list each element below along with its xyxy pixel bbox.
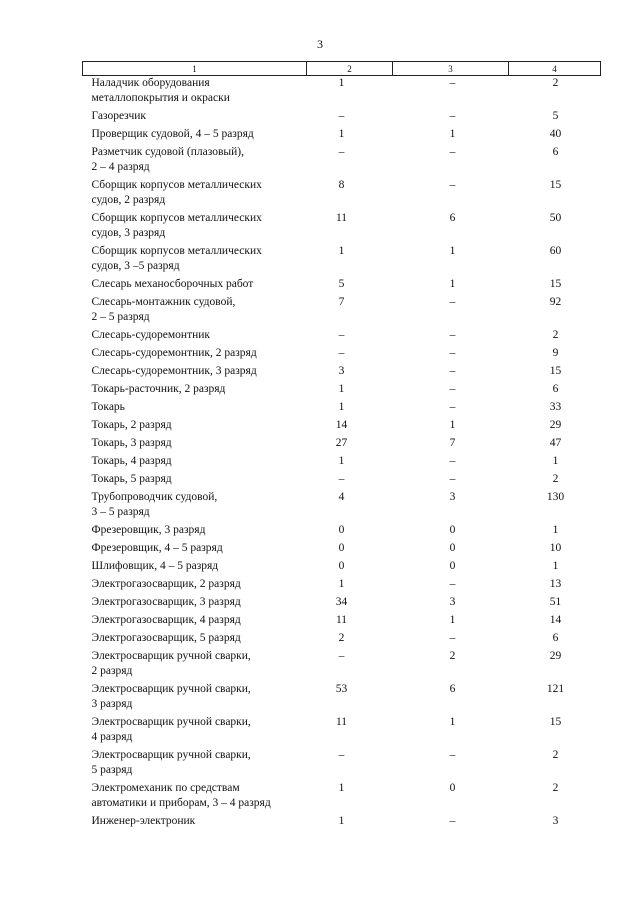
value-col-2: – bbox=[338, 473, 345, 485]
value-col-3: 1 bbox=[449, 716, 456, 728]
value-col-4: 130 bbox=[546, 491, 565, 503]
table-row bbox=[83, 472, 601, 490]
value-col-4: 2 bbox=[552, 473, 559, 485]
value-col-2: – bbox=[338, 110, 345, 122]
profession-name: Наладчик оборудования металлопокрытия и окраски bbox=[91, 77, 230, 104]
value-col-3: 0 bbox=[449, 782, 456, 794]
table-row bbox=[83, 577, 601, 595]
value-col-4: 121 bbox=[546, 683, 565, 695]
value-col-3: – bbox=[449, 110, 456, 122]
profession-name: Трубопроводчик судовой, 3 – 5 разряд bbox=[91, 491, 218, 518]
table-row bbox=[83, 244, 601, 277]
value-col-3: 2 bbox=[449, 650, 456, 662]
value-col-2: 5 bbox=[338, 278, 345, 290]
table-row bbox=[83, 400, 601, 418]
value-col-4: 92 bbox=[549, 296, 562, 308]
table-row bbox=[83, 145, 601, 178]
value-col-2: 1 bbox=[338, 383, 345, 395]
table-row bbox=[83, 364, 601, 382]
value-col-4: 60 bbox=[549, 245, 562, 257]
table-row bbox=[83, 490, 601, 523]
table-row bbox=[83, 76, 601, 110]
value-col-4: 15 bbox=[549, 278, 562, 290]
profession-name: Электрогазосварщик, 4 разряд bbox=[91, 614, 241, 626]
value-col-4: 14 bbox=[549, 614, 562, 626]
profession-name: Слесарь-судоремонтник bbox=[91, 329, 211, 341]
value-col-2: – bbox=[338, 749, 345, 761]
profession-name: Электросварщик ручной сварки, 4 разряд bbox=[91, 716, 251, 743]
table-row bbox=[83, 631, 601, 649]
value-col-4: 29 bbox=[549, 419, 562, 431]
table-row bbox=[83, 127, 601, 145]
value-col-3: – bbox=[449, 77, 456, 89]
page-number: 3 bbox=[317, 37, 323, 51]
value-col-4: 29 bbox=[549, 650, 562, 662]
value-col-2: 1 bbox=[338, 815, 345, 827]
value-col-4: 47 bbox=[549, 437, 562, 449]
value-col-4: 1 bbox=[552, 455, 559, 467]
column-header-4: 4 bbox=[509, 62, 601, 76]
table-row bbox=[83, 346, 601, 364]
profession-name: Электросварщик ручной сварки, 2 разряд bbox=[91, 650, 251, 677]
profession-name: Токарь-расточник, 2 разряд bbox=[91, 383, 226, 395]
value-col-3: – bbox=[449, 455, 456, 467]
profession-name: Фрезеровщик, 3 разряд bbox=[91, 524, 206, 536]
table-row bbox=[83, 454, 601, 472]
value-col-3: – bbox=[449, 365, 456, 377]
table-header-row bbox=[83, 62, 601, 76]
table-row bbox=[83, 328, 601, 346]
value-col-3: – bbox=[449, 401, 456, 413]
value-col-3: – bbox=[449, 329, 456, 341]
value-col-4: 13 bbox=[549, 578, 562, 590]
value-col-2: 7 bbox=[338, 296, 345, 308]
profession-name: Слесарь-судоремонтник, 3 разряд bbox=[91, 365, 257, 377]
value-col-3: – bbox=[449, 632, 456, 644]
value-col-2: 2 bbox=[338, 632, 345, 644]
profession-name: Электрогазосварщик, 5 разряд bbox=[91, 632, 241, 644]
profession-name: Фрезеровщик, 4 – 5 разряд bbox=[91, 542, 223, 554]
profession-name: Электрогазосварщик, 2 разряд bbox=[91, 578, 241, 590]
table-row bbox=[83, 748, 601, 781]
value-col-4: 10 bbox=[549, 542, 562, 554]
table-row bbox=[83, 715, 601, 748]
value-col-2: 1 bbox=[338, 77, 345, 89]
value-col-2: 1 bbox=[338, 782, 345, 794]
value-col-4: 15 bbox=[549, 179, 562, 191]
value-col-3: 1 bbox=[449, 245, 456, 257]
table-row bbox=[83, 295, 601, 328]
value-col-3: – bbox=[449, 146, 456, 158]
table-row bbox=[83, 541, 601, 559]
value-col-3: 3 bbox=[449, 596, 456, 608]
profession-name: Токарь, 5 разряд bbox=[91, 473, 172, 485]
value-col-4: 40 bbox=[549, 128, 562, 140]
profession-name: Сборщик корпусов металлических судов, 3 –5 разряд bbox=[91, 245, 262, 272]
value-col-3: – bbox=[449, 296, 456, 308]
value-col-4: 2 bbox=[552, 782, 559, 794]
profession-name: Электросварщик ручной сварки, 5 разряд bbox=[91, 749, 251, 776]
value-col-3: – bbox=[449, 347, 456, 359]
column-header-3: 3 bbox=[393, 62, 509, 76]
value-col-4: 1 bbox=[552, 524, 559, 536]
table-row bbox=[83, 178, 601, 211]
value-col-2: 3 bbox=[338, 365, 345, 377]
value-col-4: 15 bbox=[549, 365, 562, 377]
table-row bbox=[83, 682, 601, 715]
table-row bbox=[83, 418, 601, 436]
value-col-3: 1 bbox=[449, 278, 456, 290]
value-col-4: 50 bbox=[549, 212, 562, 224]
table-row bbox=[83, 649, 601, 682]
table-row bbox=[83, 523, 601, 541]
value-col-2: 1 bbox=[338, 455, 345, 467]
value-col-4: 51 bbox=[549, 596, 562, 608]
value-col-2: – bbox=[338, 347, 345, 359]
value-col-3: – bbox=[449, 815, 456, 827]
value-col-2: 1 bbox=[338, 578, 345, 590]
value-col-4: 9 bbox=[552, 347, 559, 359]
value-col-4: 33 bbox=[549, 401, 562, 413]
value-col-3: 3 bbox=[449, 491, 456, 503]
profession-name: Слесарь-судоремонтник, 2 разряд bbox=[91, 347, 257, 359]
value-col-2: 1 bbox=[338, 401, 345, 413]
value-col-4: 2 bbox=[552, 749, 559, 761]
value-col-3: 0 bbox=[449, 524, 456, 536]
table-row bbox=[83, 436, 601, 454]
value-col-3: – bbox=[449, 383, 456, 395]
value-col-2: 27 bbox=[335, 437, 348, 449]
table-body bbox=[83, 76, 601, 833]
profession-name: Электромеханик по средствам автоматики и приборам, 3 – 4 разряд bbox=[91, 782, 271, 809]
column-header-1: 1 bbox=[83, 62, 307, 76]
table-row bbox=[83, 814, 601, 832]
value-col-4: 2 bbox=[552, 329, 559, 341]
value-col-3: 0 bbox=[449, 560, 456, 572]
value-col-3: 1 bbox=[449, 614, 456, 626]
profession-name: Электросварщик ручной сварки, 3 разряд bbox=[91, 683, 251, 710]
table-row bbox=[83, 781, 601, 814]
value-col-2: 0 bbox=[338, 560, 345, 572]
profession-name: Сборщик корпусов металлических судов, 3 разряд bbox=[91, 212, 262, 239]
value-col-2: 14 bbox=[335, 419, 348, 431]
profession-name: Сборщик корпусов металлических судов, 2 разряд bbox=[91, 179, 262, 206]
value-col-2: – bbox=[338, 650, 345, 662]
profession-name: Токарь, 2 разряд bbox=[91, 419, 172, 431]
table-row bbox=[83, 613, 601, 631]
value-col-4: 2 bbox=[552, 77, 559, 89]
value-col-2: 11 bbox=[335, 716, 348, 728]
value-col-4: 5 bbox=[552, 110, 559, 122]
value-col-3: – bbox=[449, 749, 456, 761]
table-row bbox=[83, 382, 601, 400]
profession-name: Газорезчик bbox=[91, 110, 147, 122]
value-col-3: 1 bbox=[449, 419, 456, 431]
value-col-2: 1 bbox=[338, 245, 345, 257]
profession-name: Проверщик судовой, 4 – 5 разряд bbox=[91, 128, 254, 140]
table-row bbox=[83, 595, 601, 613]
value-col-4: 6 bbox=[552, 146, 559, 158]
column-header-2: 2 bbox=[307, 62, 393, 76]
value-col-4: 3 bbox=[552, 815, 559, 827]
value-col-4: 6 bbox=[552, 383, 559, 395]
value-col-3: – bbox=[449, 578, 456, 590]
value-col-3: – bbox=[449, 473, 456, 485]
value-col-2: 8 bbox=[338, 179, 345, 191]
value-col-4: 1 bbox=[552, 560, 559, 572]
value-col-2: 53 bbox=[335, 683, 348, 695]
profession-name: Электрогазосварщик, 3 разряд bbox=[91, 596, 241, 608]
profession-table bbox=[82, 61, 601, 832]
value-col-2: – bbox=[338, 146, 345, 158]
value-col-4: 6 bbox=[552, 632, 559, 644]
value-col-2: – bbox=[338, 329, 345, 341]
profession-name: Токарь, 4 разряд bbox=[91, 455, 172, 467]
value-col-2: 11 bbox=[335, 614, 348, 626]
table-row bbox=[83, 109, 601, 127]
value-col-3: 0 bbox=[449, 542, 456, 554]
value-col-2: 34 bbox=[335, 596, 348, 608]
value-col-3: – bbox=[449, 179, 456, 191]
profession-name: Инженер-электроник bbox=[91, 815, 196, 827]
value-col-2: 0 bbox=[338, 542, 345, 554]
profession-name: Слесарь механосборочных работ bbox=[91, 278, 254, 290]
profession-name: Слесарь-монтажник судовой, 2 – 5 разряд bbox=[91, 296, 236, 323]
table-row bbox=[83, 277, 601, 295]
value-col-2: 1 bbox=[338, 128, 345, 140]
value-col-3: 1 bbox=[449, 128, 456, 140]
value-col-2: 4 bbox=[338, 491, 345, 503]
profession-name: Разметчик судовой (плазовый), 2 – 4 разряд bbox=[91, 146, 244, 173]
value-col-2: 11 bbox=[335, 212, 348, 224]
table-row bbox=[83, 559, 601, 577]
value-col-3: 6 bbox=[449, 212, 456, 224]
value-col-3: 7 bbox=[449, 437, 456, 449]
value-col-3: 6 bbox=[449, 683, 456, 695]
profession-name: Токарь bbox=[91, 401, 125, 413]
value-col-4: 15 bbox=[549, 716, 562, 728]
profession-name: Шлифовщик, 4 – 5 разряд bbox=[91, 560, 219, 572]
value-col-2: 0 bbox=[338, 524, 345, 536]
table-row bbox=[83, 211, 601, 244]
profession-name: Токарь, 3 разряд bbox=[91, 437, 172, 449]
